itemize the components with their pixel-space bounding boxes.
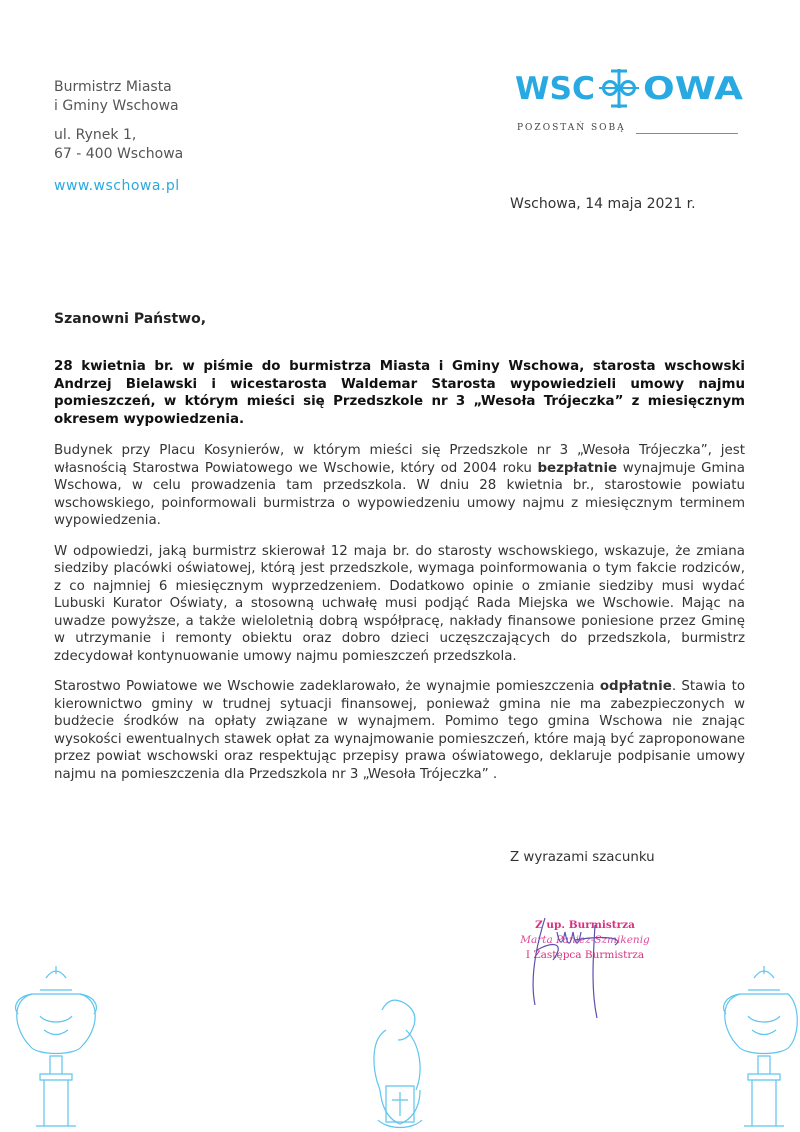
svg-text:WSC: WSC [515,71,595,107]
sender-line-2: i Gminy Wschowa [54,98,179,114]
letter-body [54,358,745,796]
lead-paragraph: 28 kwietnia br. w piśmie do burmistrza Miasta i Gminy Wschowa, starosta wschowski Andrzej Bielawski i wicestarosta Waldemar Starosta wypowiedzieli umowy najmu pomieszczeń, w którym mieści się Przedszkole nr 3 „Wesoła Trójeczka” z miesięcznym okresem wypowiedzenia. [54,359,745,427]
letter-date: Wschowa, 14 maja 2021 r. [510,196,696,212]
urn-ornament-left-icon [0,960,112,1132]
closing-phrase: Z wyrazami szacunku [510,850,655,865]
sender-line-1: Burmistrz Miasta [54,79,172,95]
sender-line-4: 67 - 400 Wschowa [54,146,184,162]
website-link[interactable]: www.wschowa.pl [54,178,180,194]
svg-text:OWA: OWA [643,71,743,107]
paragraph-3: Starostwo Powiatowe we Wschowie zadeklarowało, że wynajmie pomieszczenia odpłatnie. Stawia to kierownictwo gminy w trudnej sytuacji finansowej, ponieważ gmina nie ma zabezpieczonych w budżecie środków na opłaty związane w wynajmem. Pomimo tego gmina Wschowa nie znając wysokości ewentualnych stawek opłat za wynajmowanie pomieszczeń, które mają być zaproponowane przez powiat wschowski oraz respektując przepisy prawa oświatowego, deklaruje podpisanie umowy najmu na pomieszczenia dla Przedszkola nr 3 „Wesoła Trójeczka” . [54,679,746,782]
tagline-rule [636,133,738,134]
salutation: Szanowni Państwo, [54,311,207,327]
paragraph-2: W odpowiedzi, jaką burmistrz skierował 12 maja br. do starosty wschowskiego, wskazuje, że zmiana siedziby placówki oświatowej, którą jest przedszkole, wymaga poinformowania o tym fakcie rodziców, z co najmniej 6 miesięcznym wyprzedzeniem. Dodatkowo opinie o zmianie siedziby musi wydać Lubuski Kurator Oświaty, a stosowną uchwałę musi podjąć Rada Miejska we Wschowie. Mając na uwadze powyższe, a także wieloletnią dobrą współpracę, nakłady finansowe poniesione przez Gminę w utrzymanie i remonty obiektu oraz dobro dzieci uczęszczających do przedszkola, burmistrz zdecydował kontynuowanie umowy najmu pomieszczeń przedszkola. [54,543,745,664]
lion-emblem-ornament-icon [356,990,444,1132]
wschowa-logo [515,66,745,111]
stamp-line-1: Z up. Burmistrza [535,919,635,931]
emphasis-paid: odpłatnie [599,679,672,694]
sender-block [54,78,183,164]
urn-ornament-right-icon [718,960,800,1132]
logo-tagline: POZOSTAŃ SOBĄ [517,123,626,133]
paragraph-1: Budynek przy Placu Kosynierów, w którym mieści się Przedszkole nr 3 „Wesoła Trójeczka”, jest własnością Starostwa Powiatowego we Wschowie, który od 2004 roku bezpłatnie wynajmuje Gmina Wschowa, w celu prowadzenia tam przedszkola. W dniu 28 kwietnia br., starostowie powiatu wschowskiego, poinformowali burmistrza o wypowiedzeniu umowy najmu z miesięcznym terminem wypowiedzenia. [54,443,745,528]
cross-emblem-icon [599,69,639,108]
stamp-line-2: Marta Paniez-Szmikenig [520,934,650,946]
stamp-line-3: I Zastępca Burmistrza [525,949,645,961]
handwritten-signature [505,910,665,1020]
emphasis-free: bezpłatnie [537,460,618,476]
sender-line-3: ul. Rynek 1, [54,127,137,143]
